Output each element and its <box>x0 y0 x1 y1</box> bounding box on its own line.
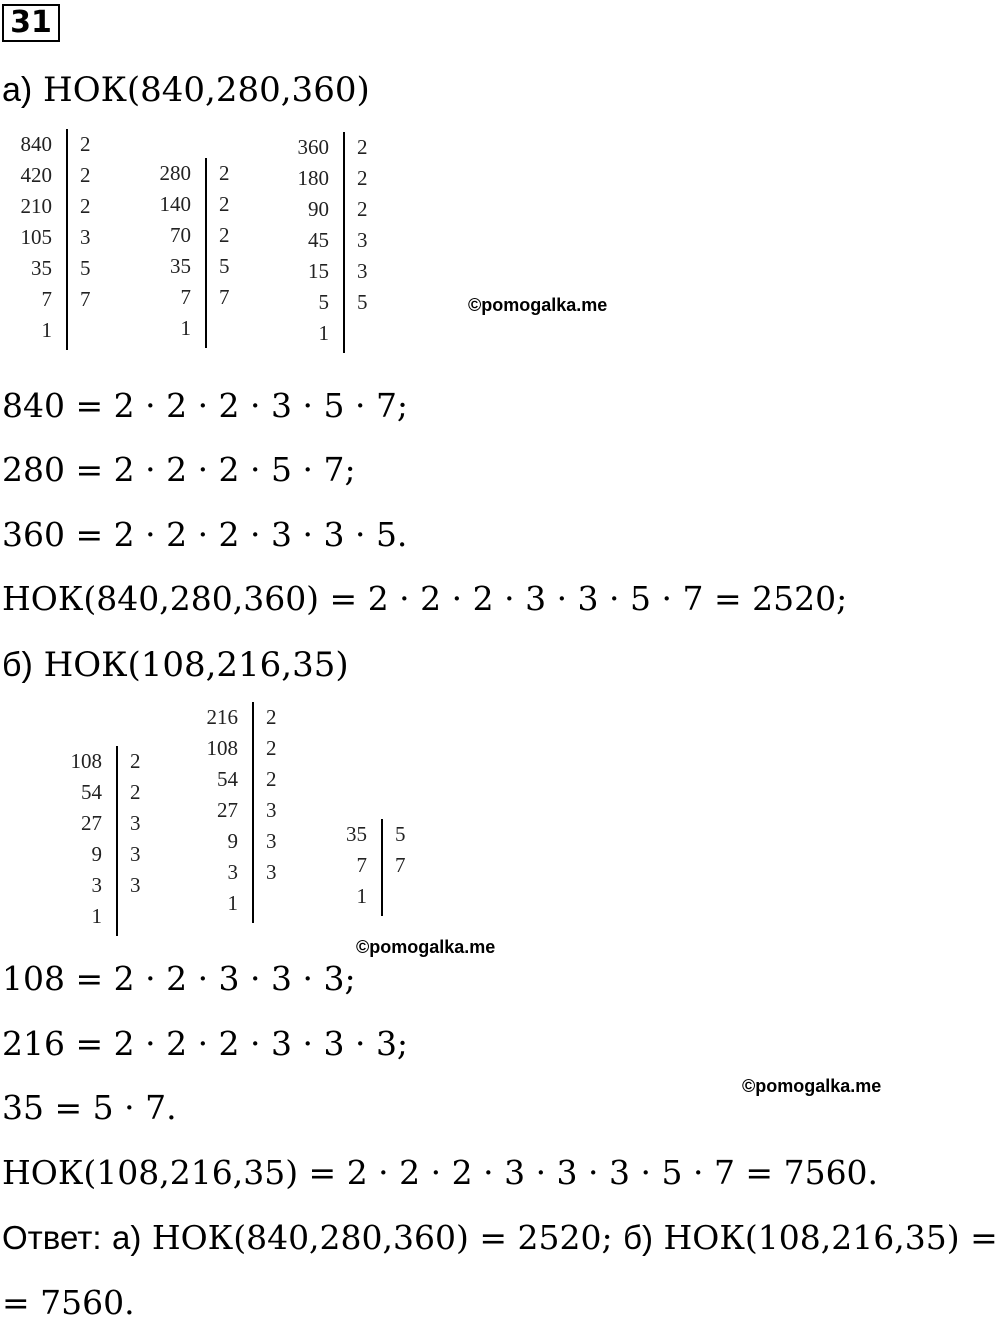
part-b-title: НОК(108,216,35) <box>43 645 349 685</box>
dividend-value: 27 <box>217 798 238 822</box>
watermark: ©pomogalka.me <box>356 937 496 957</box>
divisor-value: 2 <box>266 705 277 729</box>
dividend-value: 90 <box>308 197 329 221</box>
dividend-value: 140 <box>159 192 191 216</box>
answer-continuation: = 7560. <box>2 1283 135 1322</box>
answer-line <box>2 1218 998 1258</box>
dividend-value: 3 <box>227 860 238 884</box>
equation-line: 360 = 2 · 2 · 2 · 3 · 3 · 5. <box>2 515 408 554</box>
factor-table-35 <box>0 819 425 912</box>
divisor-value: 5 <box>80 256 91 280</box>
watermark: ©pomogalka.me <box>742 1076 882 1096</box>
divisor-value: 3 <box>130 873 141 897</box>
dividend-value: 1 <box>356 884 367 908</box>
divisor-value: 3 <box>80 225 91 249</box>
divisor-value: 3 <box>357 228 368 252</box>
dividend-value: 15 <box>308 259 329 283</box>
dividend-value: 216 <box>206 705 238 729</box>
dividend-value: 9 <box>227 829 238 853</box>
dividend-value: 180 <box>297 166 329 190</box>
divisor-column <box>357 132 368 318</box>
divisor-value: 2 <box>80 163 91 187</box>
equation-line: 35 = 5 · 7. <box>2 1088 177 1127</box>
divisor-value: 3 <box>130 842 141 866</box>
dividend-value: 45 <box>308 228 329 252</box>
dividend-value: 70 <box>170 223 191 247</box>
equation-line: НОК(108,216,35) = 2 · 2 · 2 · 3 · 3 · 3 · 5 · 7 = 7560. <box>2 1153 879 1192</box>
equation-line: 216 = 2 · 2 · 2 · 3 · 3 · 3; <box>2 1024 409 1063</box>
divisor-value: 7 <box>395 853 406 877</box>
divisor-value: 2 <box>357 135 368 159</box>
answer-a-text: НОК(840,280,360) = 2520; <box>151 1218 613 1257</box>
dividend-value: 420 <box>20 163 52 187</box>
divisor-value: 2 <box>357 166 368 190</box>
dividend-value: 360 <box>297 135 329 159</box>
divisor-value: 3 <box>130 811 141 835</box>
dividend-value: 3 <box>91 873 102 897</box>
divisor-value: 3 <box>266 829 277 853</box>
equation-line: НОК(840,280,360) = 2 · 2 · 2 · 3 · 3 · 5 · 7 = 2520; <box>2 579 848 618</box>
division-line <box>343 132 345 353</box>
dividend-column <box>0 132 329 349</box>
divisor-value: 2 <box>130 780 141 804</box>
equation-line: 280 = 2 · 2 · 2 · 5 · 7; <box>2 450 356 489</box>
dividend-value: 35 <box>31 256 52 280</box>
divisor-value: 2 <box>219 161 230 185</box>
part-a-title: НОК(840,280,360) <box>43 70 370 110</box>
dividend-value: 108 <box>70 749 102 773</box>
equation-line: 108 = 2 · 2 · 3 · 3 · 3; <box>2 959 356 998</box>
task-number: 31 <box>2 4 60 42</box>
divisor-value: 2 <box>266 767 277 791</box>
watermark: ©pomogalka.me <box>468 295 608 315</box>
divisor-value: 5 <box>219 254 230 278</box>
dividend-value: 1 <box>318 321 329 345</box>
equation-line: 840 = 2 · 2 · 2 · 3 · 5 · 7; <box>2 386 409 425</box>
dividend-value: 9 <box>91 842 102 866</box>
dividend-value: 1 <box>41 318 52 342</box>
dividend-column <box>0 819 367 912</box>
divisor-value: 2 <box>219 192 230 216</box>
divisor-value: 3 <box>266 798 277 822</box>
dividend-value: 7 <box>41 287 52 311</box>
divisor-value: 2 <box>357 197 368 221</box>
dividend-value: 1 <box>91 904 102 928</box>
dividend-value: 1 <box>180 316 191 340</box>
dividend-value: 840 <box>20 132 52 156</box>
dividend-value: 1 <box>227 891 238 915</box>
dividend-value: 7 <box>356 853 367 877</box>
dividend-value: 105 <box>20 225 52 249</box>
answer-b-text: НОК(108,216,35) = <box>663 1218 998 1257</box>
dividend-value: 54 <box>81 780 102 804</box>
dividend-value: 54 <box>217 767 238 791</box>
answer-b-label: б) <box>623 1219 654 1256</box>
part-a-heading <box>2 70 370 110</box>
answer-label: Ответ: <box>2 1219 102 1256</box>
dividend-value: 27 <box>81 811 102 835</box>
part-a-label: а) <box>2 71 33 109</box>
division-line <box>381 819 383 916</box>
divisor-value: 7 <box>80 287 91 311</box>
part-b-heading <box>2 645 349 685</box>
dividend-value: 35 <box>170 254 191 278</box>
divisor-value: 2 <box>80 132 91 156</box>
dividend-value: 210 <box>20 194 52 218</box>
factor-table-360 <box>0 132 387 349</box>
answer-a-label: а) <box>111 1219 142 1256</box>
dividend-value: 5 <box>318 290 329 314</box>
divisor-value: 7 <box>219 285 230 309</box>
divisor-value: 5 <box>357 290 368 314</box>
dividend-value: 280 <box>159 161 191 185</box>
divisor-value: 3 <box>357 259 368 283</box>
divisor-value: 5 <box>395 822 406 846</box>
divisor-value: 2 <box>219 223 230 247</box>
dividend-value: 7 <box>180 285 191 309</box>
divisor-value: 2 <box>80 194 91 218</box>
part-b-label: б) <box>2 646 33 684</box>
divisor-value: 3 <box>266 860 277 884</box>
dividend-value: 35 <box>346 822 367 846</box>
divisor-value: 2 <box>266 736 277 760</box>
dividend-value: 108 <box>206 736 238 760</box>
divisor-column <box>395 819 406 881</box>
divisor-value: 2 <box>130 749 141 773</box>
